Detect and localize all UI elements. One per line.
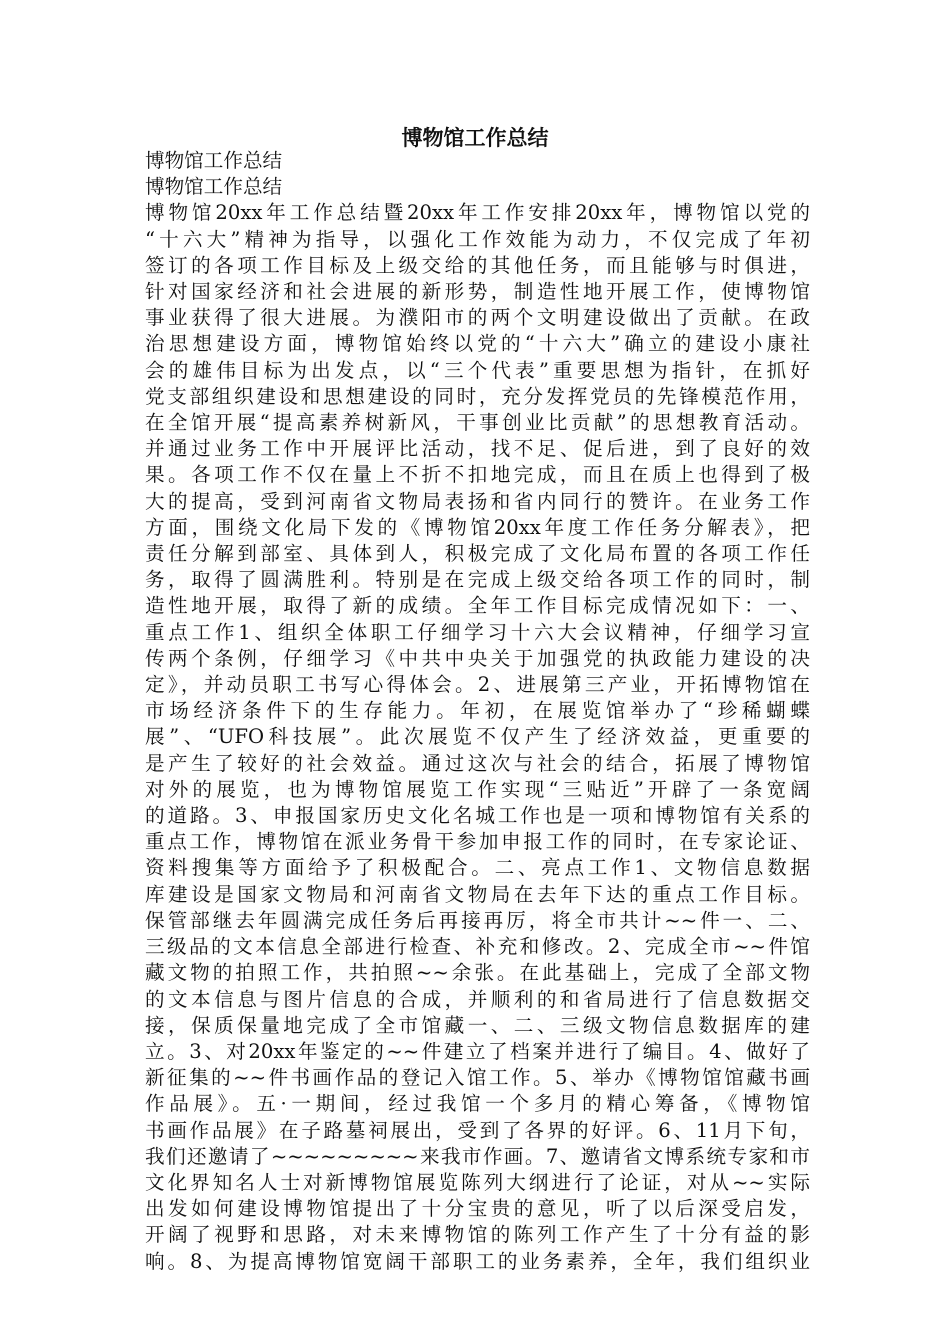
body-line: 会的雄伟目标为出发点，以“三个代表”重要思想为指针，在抓好	[145, 358, 810, 382]
body-line: 库建设是国家文物局和河南省文物局在去年下达的重点工作目标。	[145, 882, 810, 906]
body-line: 书画作品展》在子路墓祠展出，受到了各界的好评。6、11月下旬，	[145, 1118, 810, 1142]
body-line: 三级品的文本信息全部进行检查、补充和修改。2、完成全市~~件馆	[145, 935, 810, 959]
body-line: 展”、“UFO科技展”。此次展览不仅产生了经济效益，更重要的	[145, 725, 810, 749]
body-line: 文化界知名人士对新博物馆展览陈列大纲进行了论证，对从~~实际	[145, 1170, 810, 1194]
body-line: 的道路。3、申报国家历史文化名城工作也是一项和博物馆有关系的	[145, 804, 810, 828]
body-line: 博物馆20xx年工作总结暨20xx年工作安排20xx年，博物馆以党的	[145, 201, 810, 225]
body-line: 资料搜集等方面给予了积极配合。二、亮点工作1、文物信息数据	[145, 856, 810, 880]
body-line: 事业获得了很大进展。为濮阳市的两个文明建设做出了贡献。在政	[145, 306, 810, 330]
body-line: 立。3、对20xx年鉴定的~~件建立了档案并进行了编目。4、做好了	[145, 1039, 810, 1063]
body-line: 是产生了较好的社会效益。通过这次与社会的结合，拓展了博物馆	[145, 751, 810, 775]
body-line: 果。各项工作不仅在量上不折不扣地完成，而且在质上也得到了极	[145, 463, 810, 487]
body-line: 在全馆开展“提高素养树新风，干事创业比贡献”的思想教育活动。	[145, 411, 810, 435]
body-line: 保管部继去年圆满完成任务后再接再厉，将全市共计~~件一、二、	[145, 908, 810, 932]
body-line: 新征集的~~件书画作品的登记入馆工作。5、举办《博物馆馆藏书画	[145, 1066, 810, 1090]
body-line: 我们还邀请了~~~~~~~~~来我市作画。7、邀请省文博系统专家和市	[145, 1144, 810, 1168]
body-line: 博物馆工作总结	[145, 175, 283, 199]
body-line: 接，保质保量地完成了全市馆藏一、二、三级文物信息数据库的建	[145, 1013, 810, 1037]
body-line: 造性地开展，取得了新的成绩。全年工作目标完成情况如下：一、	[145, 594, 810, 618]
body-line: 藏文物的拍照工作，共拍照~~余张。在此基础上，完成了全部文物	[145, 961, 810, 985]
body-line: 的文本信息与图片信息的合成，并顺利的和省局进行了信息数据交	[145, 987, 810, 1011]
body-line: 治思想建设方面，博物馆始终以党的“十六大”确立的建设小康社	[145, 332, 810, 356]
body-line: 务，取得了圆满胜利。特别是在完成上级交给各项工作的同时，制	[145, 568, 810, 592]
body-line: 党支部组织建设和思想建设的同时，充分发挥党员的先锋模范作用，	[145, 384, 810, 408]
body-line: 责任分解到部室、具体到人，积极完成了文化局布置的各项工作任	[145, 542, 810, 566]
body-line: 定》，并动员职工书写心得体会。2、进展第三产业，开拓博物馆在	[145, 673, 810, 697]
body-line: 出发如何建设博物馆提出了十分宝贵的意见，听了以后深受启发，	[145, 1197, 810, 1221]
body-line: 重点工作，博物馆在派业务骨干参加申报工作的同时，在专家论证、	[145, 830, 810, 854]
body-line: 博物馆工作总结	[145, 149, 283, 172]
body-line: “十六大”精神为指导，以强化工作效能为动力，不仅完成了年初	[145, 227, 810, 251]
body-line: 作品展》。五·一期间，经过我馆一个多月的精心筹备，《博物馆	[145, 1092, 810, 1116]
body-line: 对外的展览，也为博物馆展览工作实现“三贴近”开辟了一条宽阔	[145, 777, 810, 801]
body-line: 重点工作1、组织全体职工仔细学习十六大会议精神，仔细学习宣	[145, 620, 810, 644]
body-line: 传两个条例，仔细学习《中共中央关于加强党的执政能力建设的决	[145, 646, 810, 670]
body-line: 签订的各项工作目标及上级交给的其他任务，而且能够与时俱进，	[145, 253, 810, 277]
document-title: 博物馆工作总结	[401, 125, 549, 150]
body-line: 方面，围绕文化局下发的《博物馆20xx年度工作任务分解表》，把	[145, 515, 810, 539]
document-body	[145, 148, 810, 1275]
body-line: 开阔了视野和思路，对未来博物馆的陈列工作产生了十分有益的影	[145, 1223, 810, 1247]
body-line: 大的提高，受到河南省文物局表扬和省内同行的赞许。在业务工作	[145, 489, 810, 513]
body-line: 市场经济条件下的生存能力。年初，在展览馆举办了“珍稀蝴蝶	[145, 699, 810, 723]
body-line: 响。8、为提高博物馆宽阔干部职工的业务素养，全年，我们组织业	[145, 1249, 810, 1273]
body-line: 并通过业务工作中开展评比活动，找不足、促后进，到了良好的效	[145, 437, 810, 461]
body-line: 针对国家经济和社会进展的新形势，制造性地开展工作，使博物馆	[145, 280, 810, 304]
